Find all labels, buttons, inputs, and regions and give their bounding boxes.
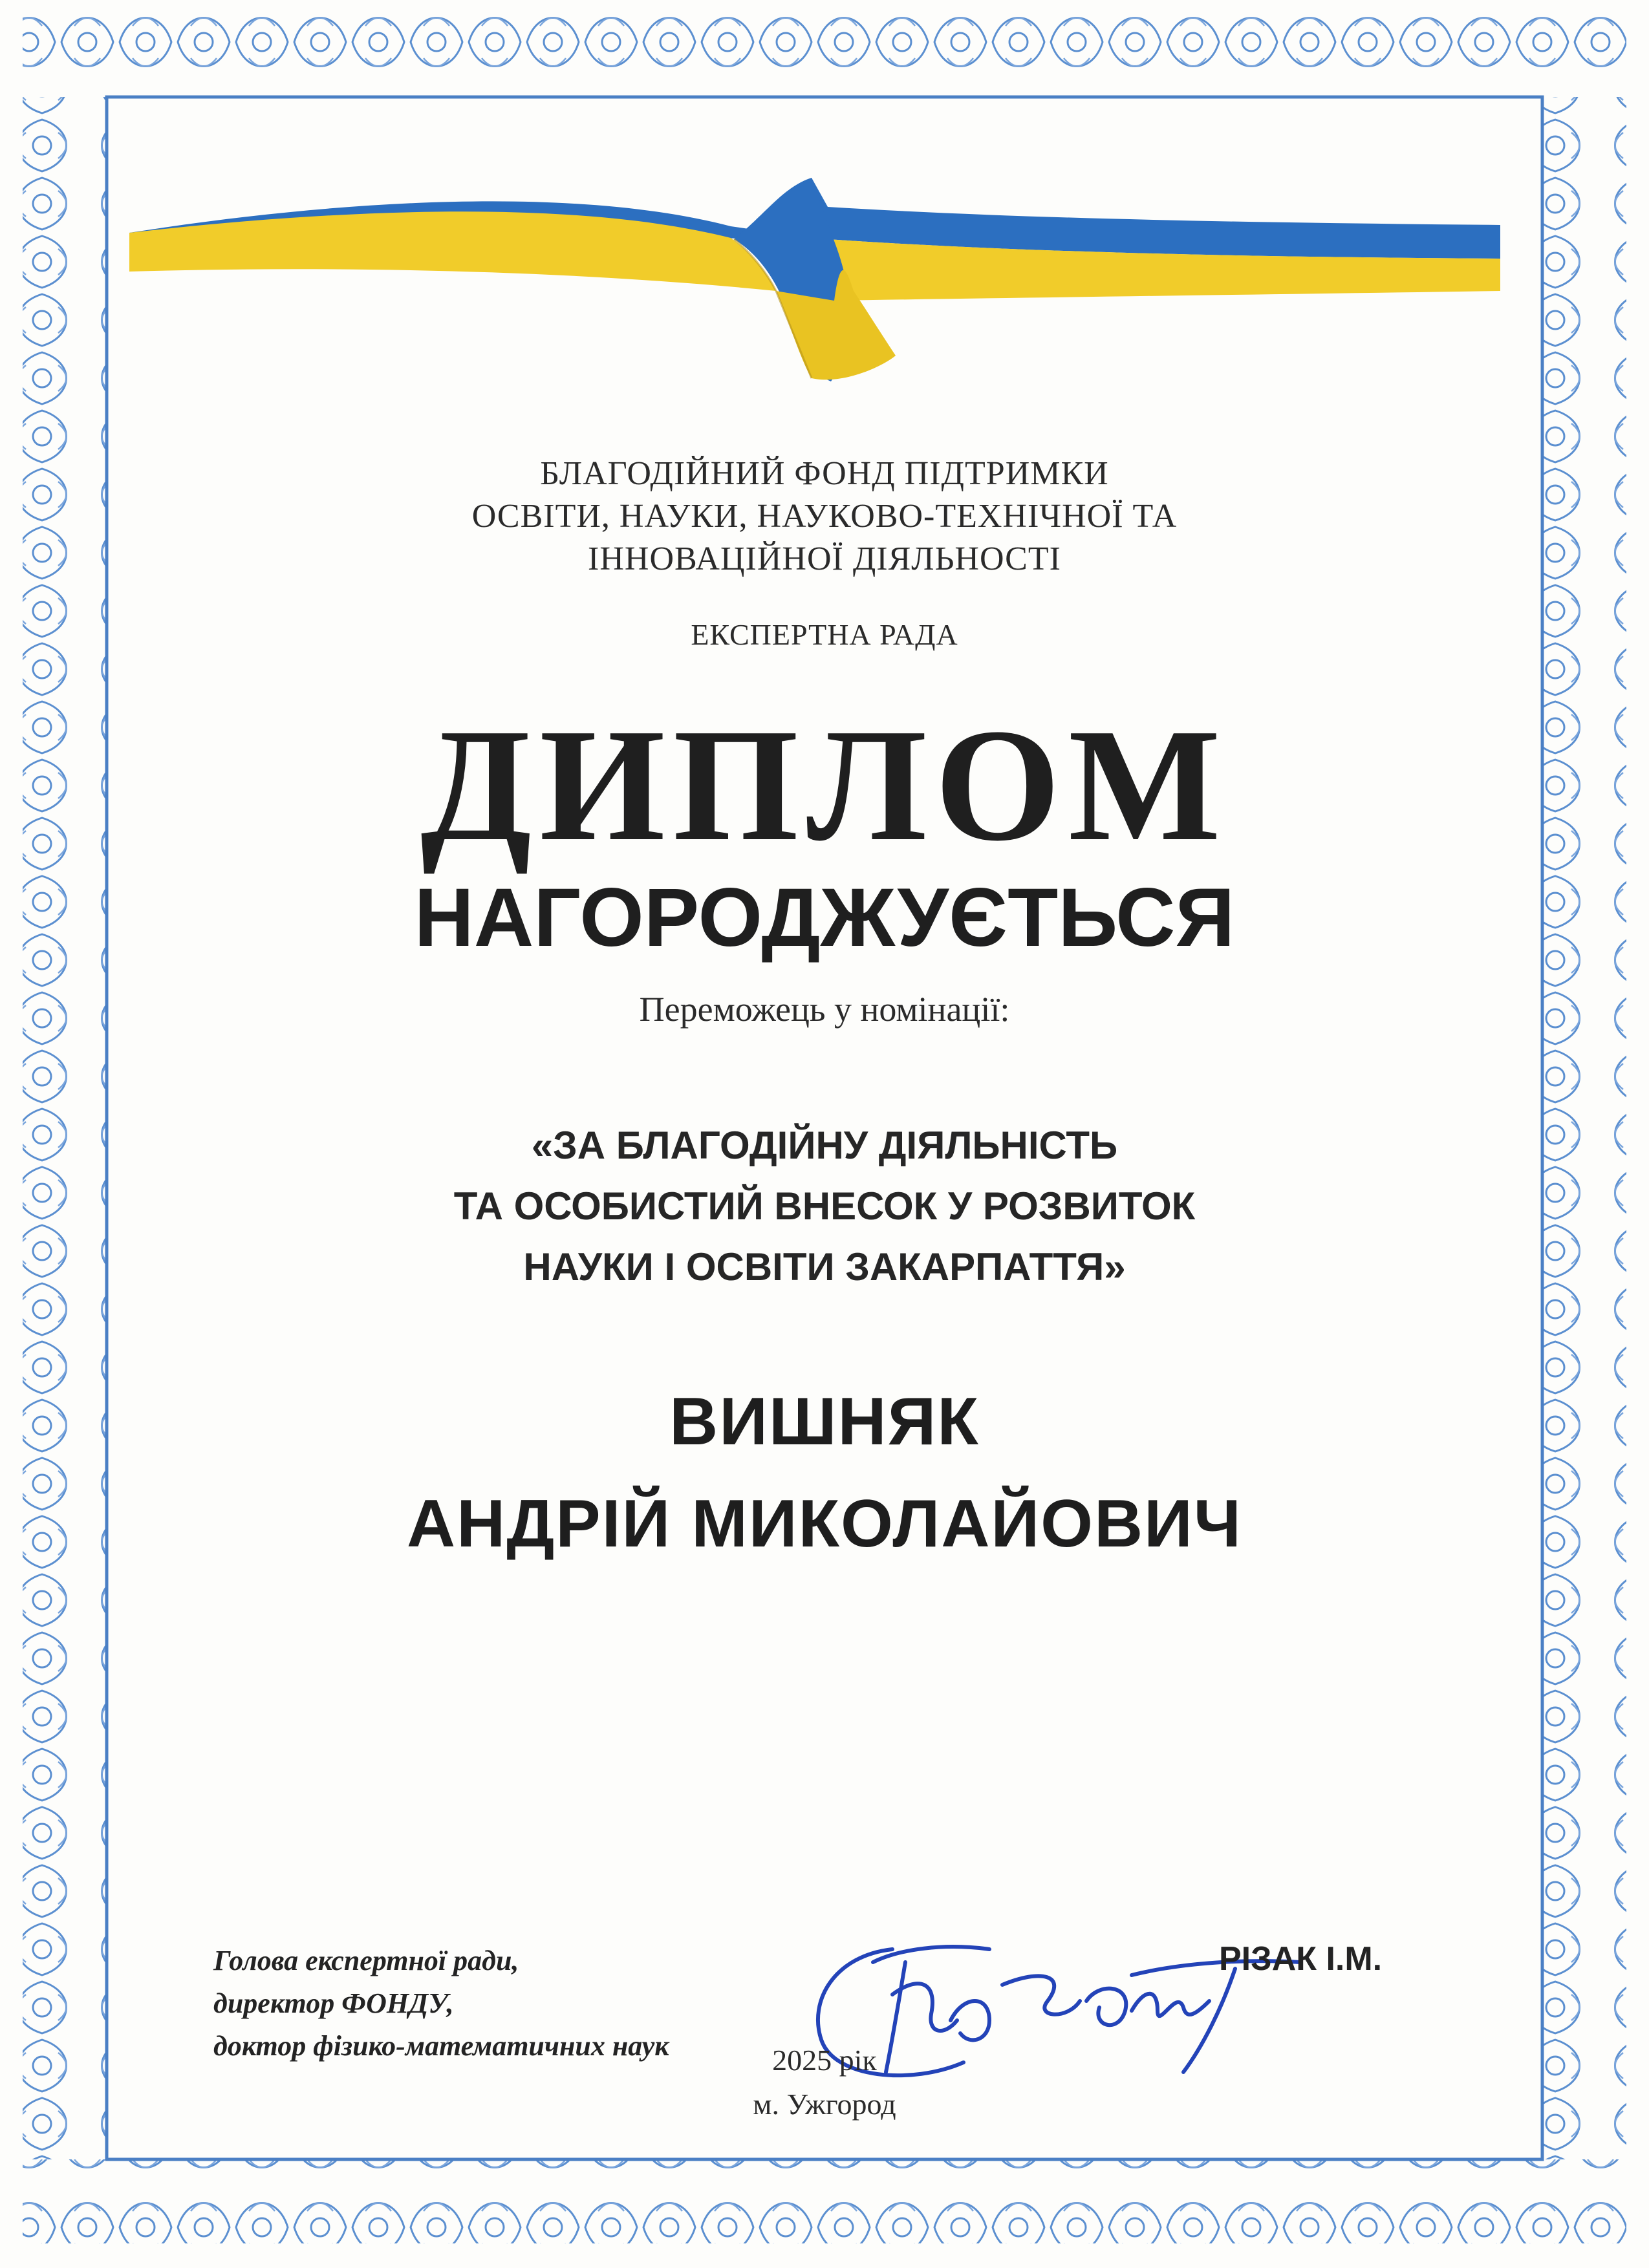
signatory-title-line: директор ФОНДУ, bbox=[213, 1987, 454, 2019]
organization-line: ІННОВАЦІЙНОЇ ДІЯЛЬНОСТІ bbox=[588, 540, 1061, 577]
diploma-title: ДИПЛОМ bbox=[420, 696, 1229, 875]
signatory-title-line: Голова експертної ради, bbox=[213, 1945, 519, 1976]
nomination-label: Переможець у номінації: bbox=[639, 990, 1010, 1029]
awarded-heading: НАГОРОДЖУЄТЬСЯ bbox=[414, 872, 1235, 964]
nomination-line: ТА ОСОБИСТИЙ ВНЕСОК У РОЗВИТОК bbox=[453, 1184, 1196, 1228]
issue-year: 2025 рік bbox=[772, 2044, 877, 2077]
nomination-line: «ЗА БЛАГОДІЙНУ ДІЯЛЬНІСТЬ bbox=[531, 1124, 1118, 1167]
expert-council-label: ЕКСПЕРТНА РАДА bbox=[691, 618, 958, 651]
recipient-name bbox=[0, 1371, 1649, 1575]
issue-city: м. Ужгород bbox=[753, 2088, 896, 2121]
recipient-surname: ВИШНЯК bbox=[669, 1384, 980, 1459]
organization-line: БЛАГОДІЙНИЙ ФОНД ПІДТРИМКИ bbox=[540, 455, 1109, 492]
nomination-title bbox=[0, 1115, 1649, 1298]
signatory-name: РІЗАК І.М. bbox=[1219, 1940, 1383, 1978]
nomination-line: НАУКИ І ОСВІТИ ЗАКАРПАТТЯ» bbox=[523, 1245, 1126, 1289]
organization-name bbox=[0, 453, 1649, 581]
signatory-title-line: доктор фізико-математичних наук bbox=[213, 2030, 669, 2062]
organization-line: ОСВІТИ, НАУКИ, НАУКОВО-ТЕХНІЧНОЇ ТА bbox=[471, 498, 1178, 535]
recipient-given-names: АНДРІЙ МИКОЛАЙОВИЧ bbox=[406, 1486, 1243, 1561]
flag-ribbon-illustration bbox=[129, 162, 1500, 407]
